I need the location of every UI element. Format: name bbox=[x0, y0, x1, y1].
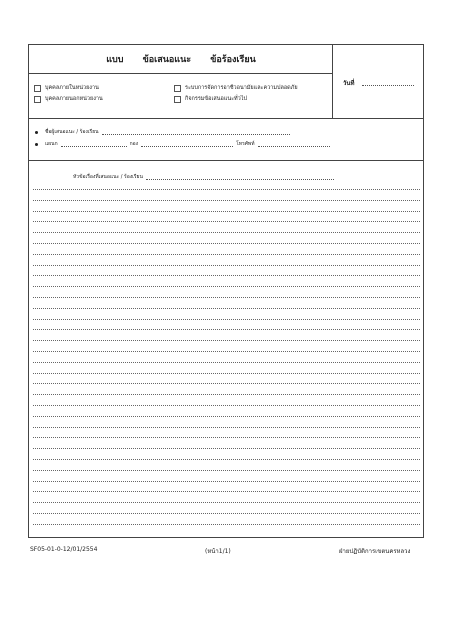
title-complaint: ข้อร้องเรียน bbox=[210, 55, 256, 65]
writing-line bbox=[33, 254, 420, 255]
submitter-type-cell bbox=[29, 74, 333, 118]
writing-line bbox=[33, 351, 420, 352]
option-safety-system[interactable] bbox=[174, 84, 298, 92]
option-label: กิจกรรมข้อเสนอแนะทั่วไป bbox=[185, 96, 248, 102]
option-label: ระบบการจัดการอาชีวอนามัยและความปลอดภัย bbox=[185, 85, 298, 91]
footer-department: ฝ่ายปฏิบัติการเขตนครหลวง bbox=[339, 548, 411, 555]
writing-line bbox=[33, 265, 420, 266]
writing-line bbox=[33, 319, 420, 320]
writing-line bbox=[33, 405, 420, 406]
suggestion-complaint-form bbox=[28, 44, 424, 538]
writing-line bbox=[33, 524, 420, 525]
department-field[interactable] bbox=[61, 141, 127, 147]
writing-line bbox=[33, 437, 420, 438]
division-label: กอง bbox=[129, 141, 139, 147]
submitter-name-label: ชื่อผู้เสนอแนะ / ร้องเรียน bbox=[45, 129, 99, 135]
submitter-name-field[interactable] bbox=[102, 129, 290, 135]
doc-code: SF05-01-0-12/01/2554 bbox=[30, 546, 98, 553]
submitter-name-line bbox=[35, 128, 290, 136]
writing-line bbox=[33, 427, 420, 428]
writing-line bbox=[33, 243, 420, 244]
writing-line bbox=[33, 232, 420, 233]
option-label: บุคคลภายในหน่วยงาน bbox=[45, 85, 99, 91]
writing-line bbox=[33, 416, 420, 417]
writing-line bbox=[33, 189, 420, 190]
option-external-person[interactable] bbox=[34, 95, 103, 103]
writing-line bbox=[33, 459, 420, 460]
option-label: บุคคลภายนอกหน่วยงาน bbox=[45, 96, 103, 102]
writing-line bbox=[33, 481, 420, 482]
department-label: แผนก bbox=[45, 141, 58, 147]
writing-line bbox=[33, 329, 420, 330]
writing-line bbox=[33, 308, 420, 309]
writing-line bbox=[33, 286, 420, 287]
writing-line bbox=[33, 297, 420, 298]
date-label: วันที่ bbox=[343, 80, 355, 87]
writing-line bbox=[33, 211, 420, 212]
option-general-activity[interactable] bbox=[174, 95, 247, 103]
writing-line bbox=[33, 513, 420, 514]
submitter-info-row bbox=[29, 118, 423, 161]
writing-line bbox=[33, 383, 420, 384]
option-internal-person[interactable] bbox=[34, 84, 99, 92]
checkbox-external-person[interactable] bbox=[34, 96, 41, 103]
writing-line bbox=[33, 373, 420, 374]
writing-line bbox=[33, 448, 420, 449]
title-cell bbox=[29, 45, 333, 74]
topic-label: หัวข้อเรื่องที่เสนอแนะ / ร้องเรียน bbox=[73, 174, 143, 180]
title-suggestion: ข้อเสนอแนะ bbox=[142, 55, 192, 65]
bullet-icon bbox=[35, 143, 38, 146]
writing-line bbox=[33, 200, 420, 201]
checkbox-safety-system[interactable] bbox=[174, 85, 181, 92]
phone-field[interactable] bbox=[258, 141, 330, 147]
division-field[interactable] bbox=[141, 141, 233, 147]
writing-line bbox=[33, 340, 420, 341]
writing-line bbox=[33, 362, 420, 363]
writing-line bbox=[33, 502, 420, 503]
form-title bbox=[29, 52, 333, 66]
topic-field[interactable] bbox=[146, 174, 334, 180]
writing-line bbox=[33, 470, 420, 471]
topic-line bbox=[73, 173, 334, 181]
department-line bbox=[35, 140, 330, 148]
phone-label: โทรศัพท์ bbox=[236, 141, 255, 147]
writing-line bbox=[33, 221, 420, 222]
writing-line bbox=[33, 394, 420, 395]
date-field[interactable] bbox=[362, 85, 414, 86]
date-cell bbox=[333, 45, 423, 118]
writing-line bbox=[33, 275, 420, 276]
checkbox-general-activity[interactable] bbox=[174, 96, 181, 103]
header-row bbox=[29, 45, 423, 119]
bullet-icon bbox=[35, 131, 38, 134]
checkbox-internal-person[interactable] bbox=[34, 85, 41, 92]
page-number: (หน้า1/1) bbox=[205, 548, 231, 555]
title-form-word: แบบ bbox=[106, 55, 124, 65]
writing-line bbox=[33, 491, 420, 492]
